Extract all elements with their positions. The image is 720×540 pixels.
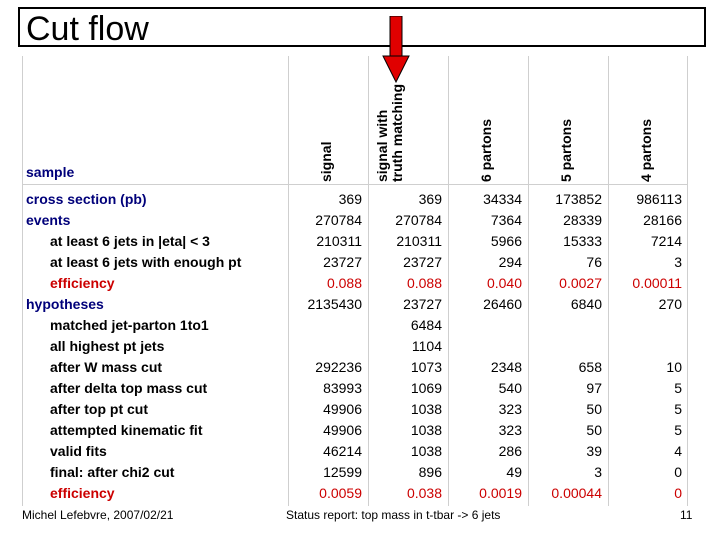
table-row	[22, 294, 688, 315]
table-cell: 2135430	[307, 296, 362, 312]
row-label: at least 6 jets with enough pt	[50, 254, 242, 270]
table-cell: 34334	[483, 191, 522, 207]
table-cell: 0.0027	[559, 275, 602, 291]
table-cell: 39	[586, 443, 602, 459]
row-label: at least 6 jets in |eta| < 3	[50, 233, 210, 249]
table-cell: 23727	[403, 296, 442, 312]
table-cell: 1073	[410, 359, 442, 375]
table-row	[22, 441, 688, 462]
footer-status: Status report: top mass in t-tbar -> 6 jets	[286, 508, 501, 522]
table-cell: 0.038	[406, 485, 442, 501]
row-label: attempted kinematic fit	[50, 422, 203, 438]
table-cell: 369	[418, 191, 442, 207]
row-label: matched jet-parton 1to1	[50, 317, 209, 333]
table-cell: 0.00044	[551, 485, 602, 501]
header-separator	[22, 184, 688, 185]
table-cell: 5	[674, 401, 682, 417]
table-row	[22, 357, 688, 378]
table-cell: 2348	[490, 359, 522, 375]
table-cell: 26460	[483, 296, 522, 312]
row-label: cross section (pb)	[26, 191, 147, 207]
table-cell: 3	[674, 254, 682, 270]
column-header-4-partons: 4 partons	[638, 118, 654, 182]
table-row	[22, 210, 688, 231]
row-label: after delta top mass cut	[50, 380, 208, 396]
table-cell: 294	[498, 254, 522, 270]
table-row	[22, 483, 688, 504]
table-cell: 1038	[410, 401, 442, 417]
table-cell: 97	[586, 380, 602, 396]
sample-header: sample	[26, 164, 75, 180]
table-cell: 76	[586, 254, 602, 270]
column-header-5-partons: 5 partons	[558, 118, 574, 182]
row-label: valid fits	[50, 443, 107, 459]
cut-flow-table	[22, 56, 688, 506]
row-label: events	[26, 212, 71, 228]
table-cell: 1104	[411, 338, 442, 354]
table-cell: 210311	[316, 233, 362, 249]
table-cell: 83993	[323, 380, 362, 396]
table-cell: 0	[674, 464, 682, 480]
table-row	[22, 336, 688, 357]
row-label: efficiency	[50, 275, 115, 291]
table-cell: 23727	[323, 254, 362, 270]
column-header-6-partons: 6 partons	[478, 118, 494, 182]
table-row	[22, 420, 688, 441]
table-cell: 46214	[323, 443, 362, 459]
row-label: all highest pt jets	[50, 338, 165, 354]
table-cell: 7214	[650, 233, 682, 249]
table-cell: 28339	[563, 212, 602, 228]
row-label: after W mass cut	[50, 359, 163, 375]
slide-title: Cut flow	[26, 10, 149, 48]
table-cell: 1069	[410, 380, 442, 396]
table-cell: 270	[658, 296, 682, 312]
table-row	[22, 231, 688, 252]
footer-page-number: 11	[680, 508, 693, 522]
table-cell: 6840	[570, 296, 602, 312]
table-row	[22, 273, 688, 294]
table-cell: 23727	[403, 254, 442, 270]
table-cell: 10	[666, 359, 682, 375]
table-cell: 369	[338, 191, 362, 207]
table-row	[22, 315, 688, 336]
table-cell: 49906	[323, 422, 362, 438]
table-cell: 5	[674, 422, 682, 438]
row-label: final: after chi2 cut	[50, 464, 175, 480]
table-cell: 0.088	[406, 275, 442, 291]
table-cell: 210311	[396, 233, 442, 249]
table-cell: 286	[498, 443, 522, 459]
table-cell: 0.040	[486, 275, 522, 291]
table-cell: 0.0019	[479, 485, 522, 501]
table-cell: 6484	[410, 317, 442, 333]
table-row	[22, 462, 688, 483]
table-cell: 0.0059	[319, 485, 362, 501]
table-cell: 4	[674, 443, 682, 459]
table-cell: 0.088	[326, 275, 362, 291]
red-arrow-indicator	[381, 16, 411, 86]
table-row	[22, 189, 688, 210]
table-cell: 270784	[395, 212, 442, 228]
table-cell: 658	[578, 359, 602, 375]
row-label: hypotheses	[26, 296, 104, 312]
table-row	[22, 252, 688, 273]
table-cell: 323	[498, 401, 522, 417]
table-cell: 323	[498, 422, 522, 438]
table-cell: 896	[418, 464, 442, 480]
table-cell: 49906	[323, 401, 362, 417]
table-cell: 270784	[315, 212, 362, 228]
column-header-signal: signal	[318, 141, 334, 182]
footer-author: Michel Lefebvre, 2007/02/21	[22, 508, 174, 522]
title-box	[18, 7, 706, 47]
table-cell: 5	[674, 380, 682, 396]
column-header-truth-matching: signal with truth matching	[374, 84, 405, 182]
table-cell: 0	[674, 485, 682, 501]
table-cell: 5966	[490, 233, 522, 249]
table-cell: 540	[498, 380, 522, 396]
table-row	[22, 399, 688, 420]
table-cell: 1038	[410, 443, 442, 459]
table-cell: 986113	[636, 191, 682, 207]
table-cell: 50	[586, 401, 602, 417]
table-cell: 1038	[410, 422, 442, 438]
table-cell: 28166	[643, 212, 682, 228]
table-cell: 292236	[315, 359, 362, 375]
table-cell: 7364	[490, 212, 522, 228]
table-cell: 12599	[323, 464, 362, 480]
table-cell: 3	[594, 464, 602, 480]
table-row	[22, 378, 688, 399]
table-cell: 49	[506, 464, 522, 480]
row-label: after top pt cut	[50, 401, 148, 417]
table-cell: 15333	[563, 233, 602, 249]
table-cell: 50	[586, 422, 602, 438]
table-cell: 173852	[555, 191, 602, 207]
row-label: efficiency	[50, 485, 115, 501]
table-cell: 0.00011	[632, 275, 682, 291]
